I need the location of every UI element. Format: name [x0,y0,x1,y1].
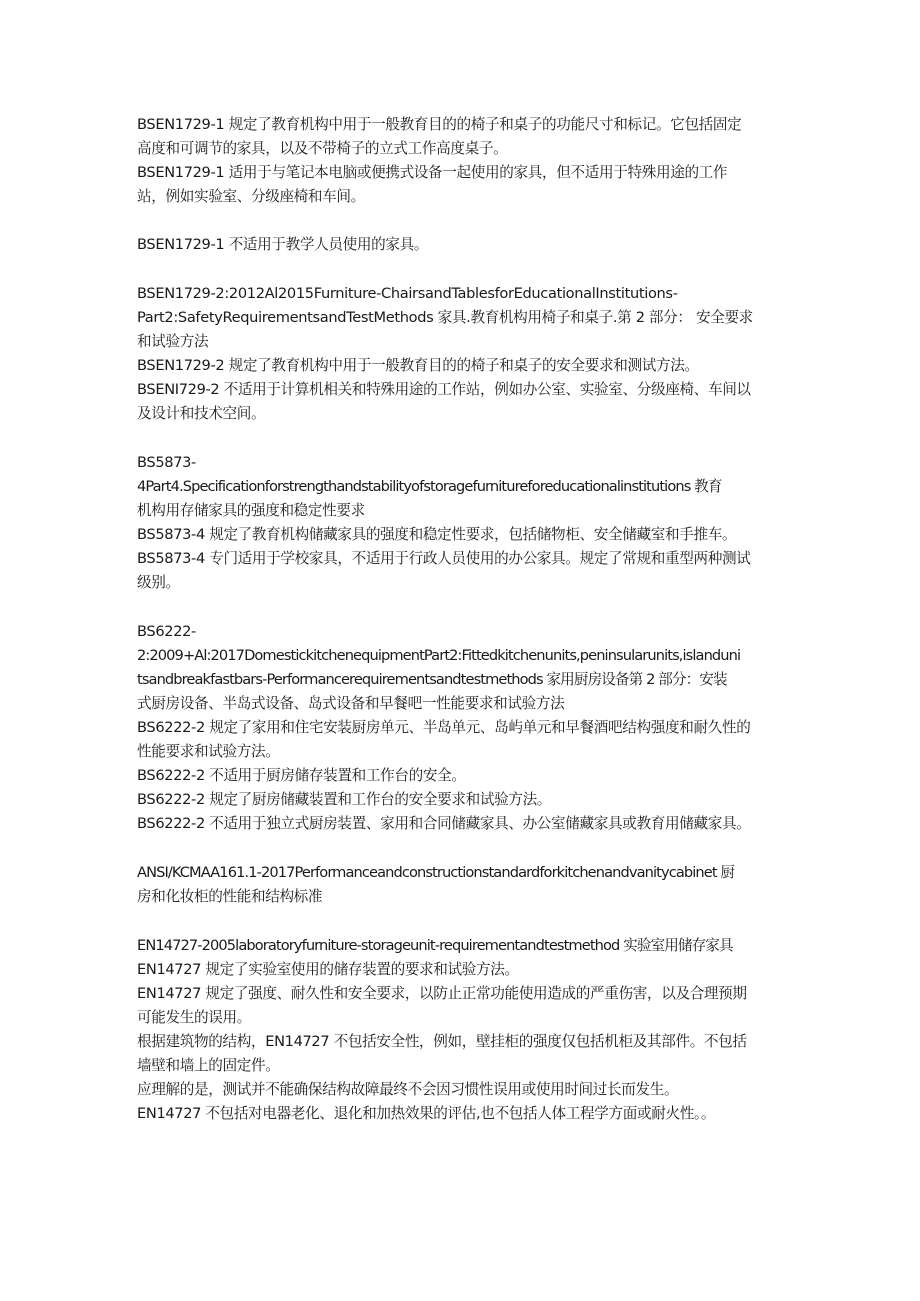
text-line: BSEN1729-1 适用于与笔记本电脑或便携式设备一起使用的家具，但不适用于特殊用途的工作 [137,164,728,181]
document-body [137,113,797,1126]
text-line: tsandbreakfastbars-Performancerequirementsandtestmethods 家用厨房设备第 2 部分：安装 [137,671,727,688]
text-line: BS6222-2 规定了厨房储藏装置和工作台的安全要求和试验方法。 [137,791,552,808]
text-line: ANSI/KCMAA161.1-2017Performanceandconstructionstandardforkitchenandvanitycabinet 厨 [137,864,735,881]
text-line: 可能发生的误用。 [137,1009,251,1026]
section-bs5873-4 [137,451,797,595]
text-line: BS6222- [137,623,196,640]
section-ansi-kcma-a161 [137,861,797,909]
text-line: BSEN1729-2:2012Al2015Furniture-ChairsandTablesforEducationalInstitutions- [137,285,678,302]
text-line: BS6222-2 不适用于独立式厨房装置、家用和合同储藏家具、办公室储藏家具或教育用储藏家具。 [137,815,751,832]
text-line: EN14727 规定了强度、耐久性和安全要求，以防止正常功能使用造成的严重伤害，以及合理预期 [137,985,747,1002]
text-line: BSEN1729-1 不适用于教学人员使用的家具。 [137,236,429,253]
text-line: 4Part4.Specificationforstrengthandstabilityofstoragefurnitureforeducationalinstitutions 教育 [137,478,722,495]
text-line: BS6222-2 规定了家用和住宅安装厨房单元、半岛单元、岛屿单元和早餐酒吧结构强度和耐久性的 [137,719,751,736]
text-line: 级别。 [137,574,180,591]
section-en14727 [137,934,797,1126]
text-line: 和试验方法 [137,333,209,350]
text-line: BSEN1729-2 规定了教育机构中用于一般教育目的的椅子和桌子的安全要求和测试方法。 [137,357,699,374]
text-line: Part2:SafetyRequirementsandTestMethods 家具.教育机构用椅子和桌子.第 2 部分： 安全要求 [137,309,753,326]
text-line: BS6222-2 不适用于厨房储存装置和工作台的安全。 [137,767,466,784]
text-line: EN14727 规定了实验室使用的储存装置的要求和试验方法。 [137,961,519,978]
text-line: 机构用存储家具的强度和稳定性要求 [137,502,365,519]
text-line: 站，例如实验室、分级座椅和车间。 [137,188,365,205]
text-line: 式厨房设备、半岛式设备、岛式设备和早餐吧一性能要求和试验方法 [137,695,565,712]
text-line: 墙壁和墙上的固定件。 [137,1057,280,1074]
text-line: 房和化妆柜的性能和结构标准 [137,888,323,905]
text-line: EN14727 不包括对电器老化、退化和加热效果的评估,也不包括人体工程学方面或耐火性。。 [137,1105,716,1122]
text-line: 高度和可调节的家具，以及不带椅子的立式工作高度桌子。 [137,140,508,157]
text-line: BSENI729-2 不适用于计算机相关和特殊用途的工作站，例如办公室、实验室、分级座椅、车间以 [137,381,751,398]
text-line: BS5873- [137,454,196,471]
text-line: BSEN1729-1 规定了教育机构中用于一般教育目的的椅子和桌子的功能尺寸和标记。它包括固定 [137,116,742,133]
text-line: BS5873-4 规定了教育机构储藏家具的强度和稳定性要求，包括储物柜、安全储藏室和手推车。 [137,526,737,543]
text-line: 及设计和技术空间。 [137,405,266,422]
text-line: 性能要求和试验方法。 [137,743,280,760]
text-line: 2:2009+Al:2017DomestickitchenequipmentPart2:Fittedkitchenunits,peninsularunits,islanduni [137,647,741,664]
section-bs6222-2 [137,620,797,836]
section-bsen1729-1-exclusion [137,233,797,257]
text-line: BS5873-4 专门适用于学校家具，不适用于行政人员使用的办公家具。规定了常规和重型两种测试 [137,550,751,567]
text-line: 应理解的是，测试并不能确保结构故障最终不会因习惯性误用或使用时间过长而发生。 [137,1081,679,1098]
section-bsen1729-1-scope [137,113,797,209]
text-line: EN14727-2005laboratoryfurniture-storageunit-requirementandtestmethod 实验室用储存家具 [137,937,733,954]
text-line: 根据建筑物的结构，EN14727 不包括安全性，例如，壁挂柜的强度仅包括机柜及其部件。不包括 [137,1033,747,1050]
section-bsen1729-2 [137,282,797,426]
